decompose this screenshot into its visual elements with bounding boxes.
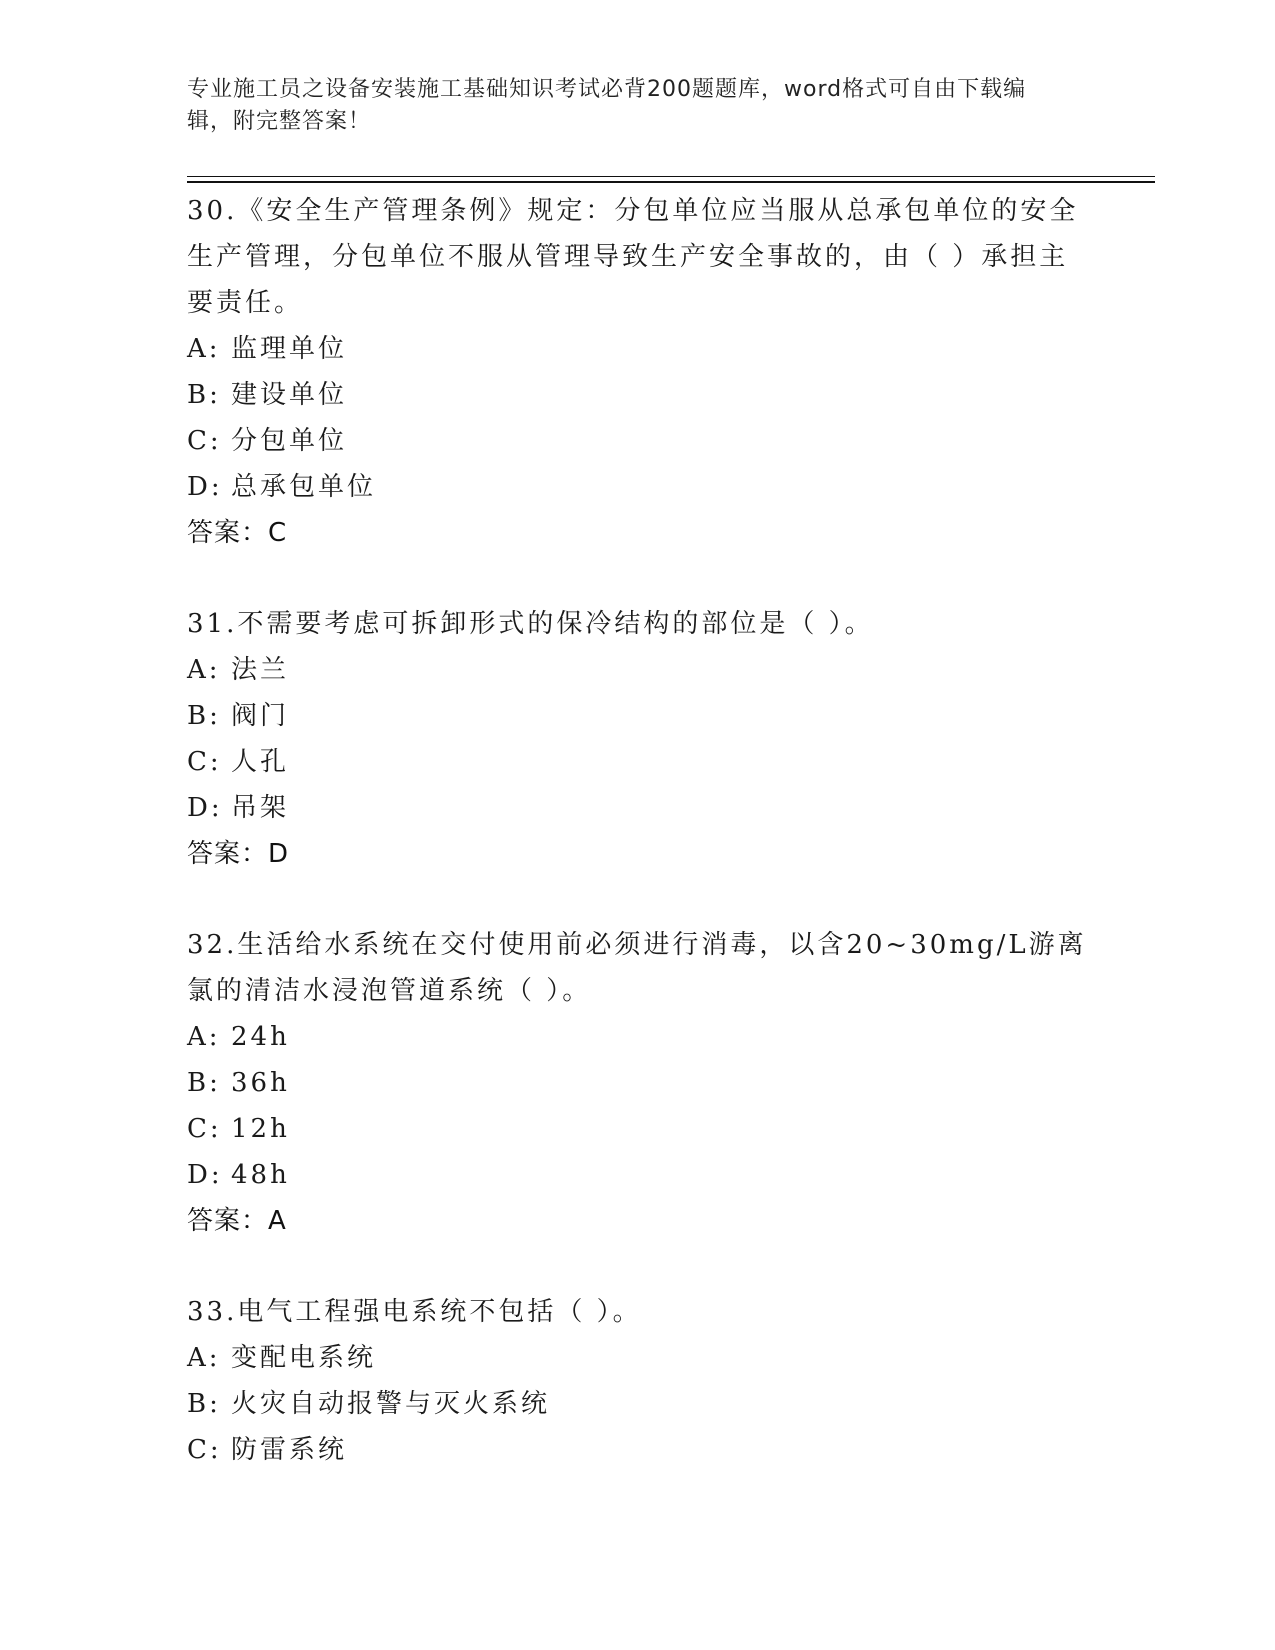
option-text: 建设单位 — [231, 380, 348, 410]
question-31 — [187, 601, 1087, 877]
option-b — [187, 1060, 1087, 1106]
header-divider-double — [187, 181, 1155, 183]
questions-list — [187, 188, 1087, 1518]
answer-text: 答案：D — [187, 839, 290, 869]
question-30 — [187, 188, 1087, 556]
option-text: 分包单位 — [231, 426, 348, 456]
option-letter: C: — [187, 1435, 222, 1465]
option-text: 24h — [231, 1022, 290, 1052]
option-a — [187, 326, 1087, 372]
option-text: 法兰 — [231, 655, 290, 685]
option-b — [187, 1381, 1087, 1427]
option-a — [187, 1335, 1087, 1381]
question-text: 30.《安全生产管理条例》规定：分包单位应当服从总承包单位的安全生产管理，分包单位不服从管理导致生产安全事故的，由（ ）承担主要责任。 — [187, 196, 1079, 318]
header-divider — [187, 176, 1155, 177]
option-letter: C: — [187, 747, 222, 777]
option-text: 火灾自动报警与灭火系统 — [231, 1389, 551, 1419]
option-c — [187, 739, 1087, 785]
option-a — [187, 1014, 1087, 1060]
option-b — [187, 693, 1087, 739]
option-text: 阀门 — [231, 701, 290, 731]
option-text: 人孔 — [231, 747, 290, 777]
question-text: 33.电气工程强电系统不包括（ ）。 — [187, 1297, 642, 1327]
option-letter: D: — [187, 1160, 223, 1190]
option-letter: C: — [187, 426, 222, 456]
option-d — [187, 785, 1087, 831]
question-text: 32.生活给水系统在交付使用前必须进行消毒，以含20~30mg/L游离氯的清洁水浸泡管道系统（ ）。 — [187, 930, 1087, 1006]
option-letter: A: — [187, 334, 221, 364]
option-text: 防雷系统 — [231, 1435, 348, 1465]
option-letter: D: — [187, 472, 223, 502]
option-d — [187, 464, 1087, 510]
question-text: 31.不需要考虑可拆卸形式的保冷结构的部位是（ ）。 — [187, 609, 874, 639]
option-c — [187, 418, 1087, 464]
option-letter: B: — [187, 1068, 221, 1098]
question-33 — [187, 1289, 1087, 1473]
question-32 — [187, 922, 1087, 1244]
option-text: 总承包单位 — [231, 472, 377, 502]
option-letter: B: — [187, 701, 221, 731]
option-letter: A: — [187, 1343, 221, 1373]
option-b — [187, 372, 1087, 418]
option-text: 吊架 — [231, 793, 290, 823]
option-c — [187, 1106, 1087, 1152]
option-text: 变配电系统 — [231, 1343, 377, 1373]
option-text: 监理单位 — [231, 334, 348, 364]
option-letter: A: — [187, 1022, 221, 1052]
option-text: 48h — [231, 1160, 290, 1190]
answer-text: 答案：C — [187, 518, 288, 548]
option-a — [187, 647, 1087, 693]
option-letter: B: — [187, 1389, 221, 1419]
option-text: 12h — [231, 1114, 290, 1144]
option-text: 36h — [231, 1068, 290, 1098]
option-letter: C: — [187, 1114, 222, 1144]
option-d — [187, 1152, 1087, 1198]
option-c — [187, 1427, 1087, 1473]
option-letter: D: — [187, 793, 223, 823]
option-letter: B: — [187, 380, 221, 410]
document-header: 专业施工员之设备安装施工基础知识考试必背200题题库，word格式可自由下载编辑，附完整答案！ — [187, 77, 1027, 134]
answer-text: 答案：A — [187, 1206, 287, 1236]
option-letter: A: — [187, 655, 221, 685]
